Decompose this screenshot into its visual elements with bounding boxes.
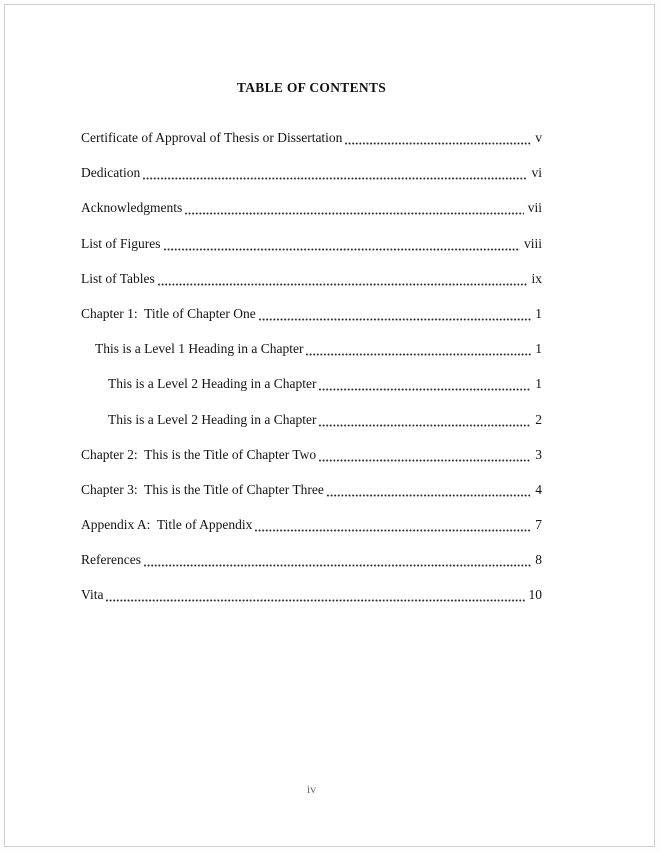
toc-entry-page-number: 1 — [535, 305, 542, 321]
toc-entry-page-number: 7 — [535, 517, 542, 533]
toc-entry-page-number: ix — [531, 270, 542, 286]
toc-entry[interactable] — [81, 340, 542, 358]
dot-leader — [143, 177, 527, 180]
dot-leader — [259, 318, 532, 321]
toc-entry-page-number: 4 — [535, 481, 542, 497]
dot-leader — [319, 424, 531, 427]
toc-entry-label: Chapter 2: This is the Title of Chapter Two — [81, 446, 317, 462]
toc-list — [81, 129, 542, 622]
toc-entry-label: This is a Level 1 Heading in a Chapter — [95, 341, 304, 357]
dot-leader — [345, 142, 531, 145]
toc-entry-label: List of Tables — [81, 270, 155, 286]
dot-leader — [106, 599, 524, 602]
toc-entry[interactable] — [81, 235, 542, 253]
dot-leader — [319, 388, 531, 391]
toc-entry[interactable] — [81, 516, 542, 534]
dot-leader — [164, 248, 520, 251]
toc-entry[interactable] — [81, 481, 542, 499]
dot-leader — [158, 283, 528, 286]
dot-leader — [255, 529, 531, 532]
toc-entry-label: This is a Level 2 Heading in a Chapter — [108, 376, 317, 392]
toc-entry-label: List of Figures — [81, 235, 161, 251]
toc-entry-page-number: vi — [531, 165, 542, 181]
toc-entry[interactable] — [81, 129, 542, 147]
toc-entry-page-number: 10 — [528, 587, 542, 603]
toc-entry[interactable] — [81, 199, 542, 217]
toc-entry-page-number: vii — [527, 200, 542, 216]
toc-entry-page-number: v — [535, 130, 542, 145]
toc-entry-page-number: 8 — [535, 552, 542, 568]
dot-leader — [327, 494, 531, 497]
toc-entry-label: Dedication — [81, 165, 141, 181]
dot-leader — [306, 353, 531, 356]
toc-entry-label: Appendix A: Title of Appendix — [81, 517, 253, 533]
toc-entry-label: Chapter 3: This is the Title of Chapter Three — [81, 481, 324, 497]
toc-entry[interactable] — [81, 551, 542, 569]
toc-entry-label: References — [81, 552, 141, 568]
toc-entry[interactable] — [81, 446, 542, 464]
footer-page-number: iv — [306, 782, 317, 796]
toc-entry[interactable] — [81, 375, 542, 393]
toc-entry-page-number: 1 — [535, 341, 542, 357]
toc-entry[interactable] — [81, 164, 542, 182]
toc-entry[interactable] — [81, 586, 542, 604]
toc-entry[interactable] — [81, 411, 542, 429]
dot-leader — [144, 564, 531, 567]
dot-leader — [185, 212, 524, 215]
toc-entry[interactable] — [81, 270, 542, 288]
toc-entry-label: Acknowledgments — [81, 200, 183, 216]
dot-leader — [319, 459, 531, 462]
page-title: TABLE OF CONTENTS — [236, 80, 387, 95]
toc-entry-page-number: 2 — [535, 411, 542, 427]
toc-entry-page-number: 3 — [535, 446, 542, 462]
toc-entry-label: This is a Level 2 Heading in a Chapter — [108, 411, 317, 427]
toc-entry-label: Vita — [81, 587, 104, 603]
toc-entry-page-number: viii — [523, 235, 542, 251]
document-page — [4, 4, 655, 847]
toc-entry-label: Chapter 1: Title of Chapter One — [81, 305, 256, 321]
toc-entry-label: Certificate of Approval of Thesis or Dissertation — [81, 130, 343, 145]
toc-entry-page-number: 1 — [535, 376, 542, 392]
toc-entry[interactable] — [81, 305, 542, 323]
